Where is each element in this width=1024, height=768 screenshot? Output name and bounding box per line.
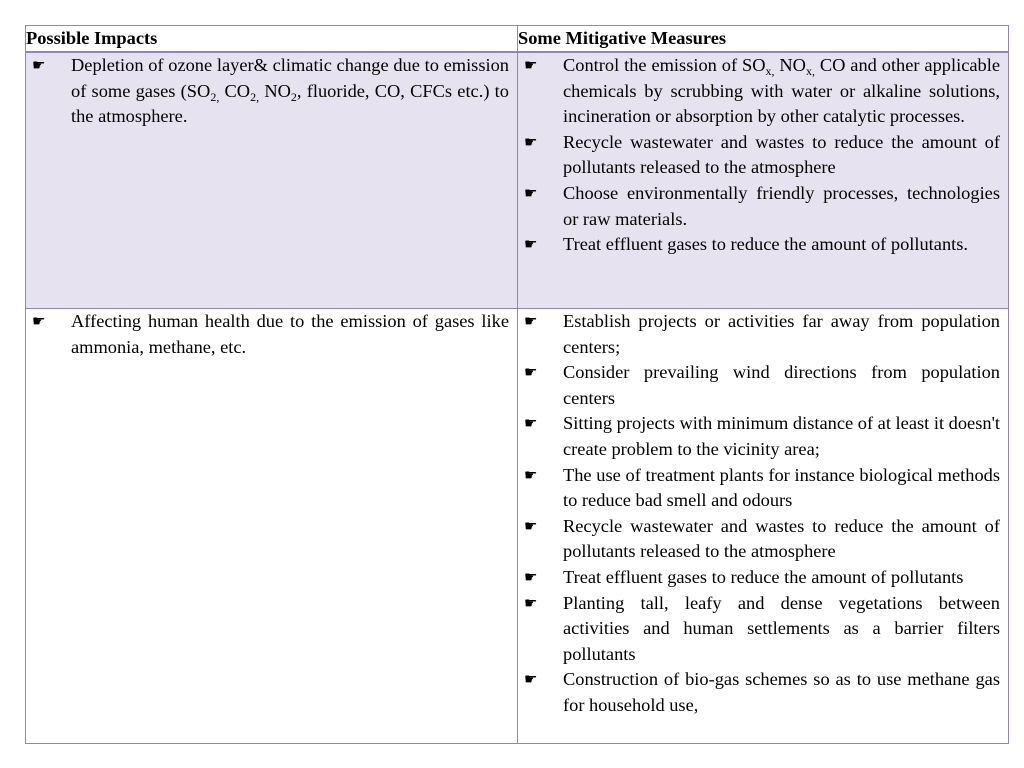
list-item (518, 463, 1008, 514)
measure-text: Planting tall, leafy and dense vegetations between activities and human settlements as a barrier filters pollutants (563, 592, 1000, 664)
list-item (518, 130, 1008, 181)
measure-text: Recycle wastewater and wastes to reduce the amount of pollutants released to the atmosphere (563, 131, 1000, 178)
measures-cell (518, 309, 1009, 744)
pointing-hand-icon: ☛ (524, 363, 538, 382)
impact-cell (26, 309, 518, 744)
measure-text: Treat effluent gases to reduce the amount of pollutants. (563, 234, 969, 255)
pointing-hand-icon: ☛ (524, 567, 538, 586)
list-item (26, 309, 517, 360)
measure-text: Establish projects or activities far away from population centers; (563, 311, 1000, 357)
impact-text-health: Affecting human health due to the emission of gases like ammonia, methane, etc. (71, 311, 509, 357)
pointing-hand-icon: ☛ (32, 56, 46, 74)
list-item (518, 232, 1008, 258)
pointing-hand-icon: ☛ (524, 516, 538, 535)
pointing-hand-icon: ☛ (524, 312, 538, 330)
list-item (518, 565, 1008, 591)
measures-cell (518, 52, 1009, 309)
table-header-row (26, 26, 1009, 53)
pointing-hand-icon: ☛ (524, 670, 538, 689)
header-mitigative-measures: Some Mitigative Measures (518, 26, 1009, 53)
list-item (518, 591, 1008, 668)
pointing-hand-icon: ☛ (524, 235, 538, 254)
list-item (518, 667, 1008, 718)
table-row (26, 309, 1009, 744)
pointing-hand-icon: ☛ (524, 593, 538, 612)
pointing-hand-icon: ☛ (32, 312, 46, 330)
impacts-measures-table (25, 25, 1009, 744)
impact-text-ozone: Depletion of ozone layer& climatic change due to emission of some gases ($SO_{2,}$ $CO_{2,}$ $NO_2$, fluoride, CO, CFCs etc.) to the atmosphere. (71, 55, 509, 127)
pointing-hand-icon: ☛ (524, 132, 538, 151)
list-item (26, 53, 517, 130)
list-item (518, 309, 1008, 360)
pointing-hand-icon: ☛ (524, 414, 538, 433)
list-item (518, 411, 1008, 462)
table-row (26, 52, 1009, 309)
pointing-hand-icon: ☛ (524, 183, 538, 202)
measure-text: Recycle wastewater and wastes to reduce the amount of pollutants released to the atmosphere (563, 515, 1000, 562)
measure-text: Choose environmentally friendly processes, technologies or raw materials. (563, 182, 1000, 229)
measure-text: Control the emission of $SO_{x,}$ $NO_{x,}$ CO and other applicable chemicals by scrubbing with water or alkaline solutions, incineration or absorption by other catalytic processes. (563, 55, 1000, 127)
impact-cell (26, 52, 518, 309)
measure-text: Construction of bio-gas schemes so as to use methane gas for household use, (563, 669, 1000, 715)
header-possible-impacts: Possible Impacts (26, 26, 518, 53)
pointing-hand-icon: ☛ (524, 56, 538, 74)
pointing-hand-icon: ☛ (524, 465, 538, 484)
list-item (518, 181, 1008, 232)
list-item (518, 53, 1008, 130)
measure-text: Sitting projects with minimum distance of at least it doesn't create problem to the vicinity area; (563, 413, 1000, 459)
measure-text: Treat effluent gases to reduce the amount of pollutants (563, 566, 964, 587)
measure-text: Consider prevailing wind directions from population centers (563, 362, 1000, 408)
measure-text: The use of treatment plants for instance biological methods to reduce bad smell and odours (563, 464, 1000, 511)
list-item (518, 514, 1008, 565)
list-item (518, 360, 1008, 411)
